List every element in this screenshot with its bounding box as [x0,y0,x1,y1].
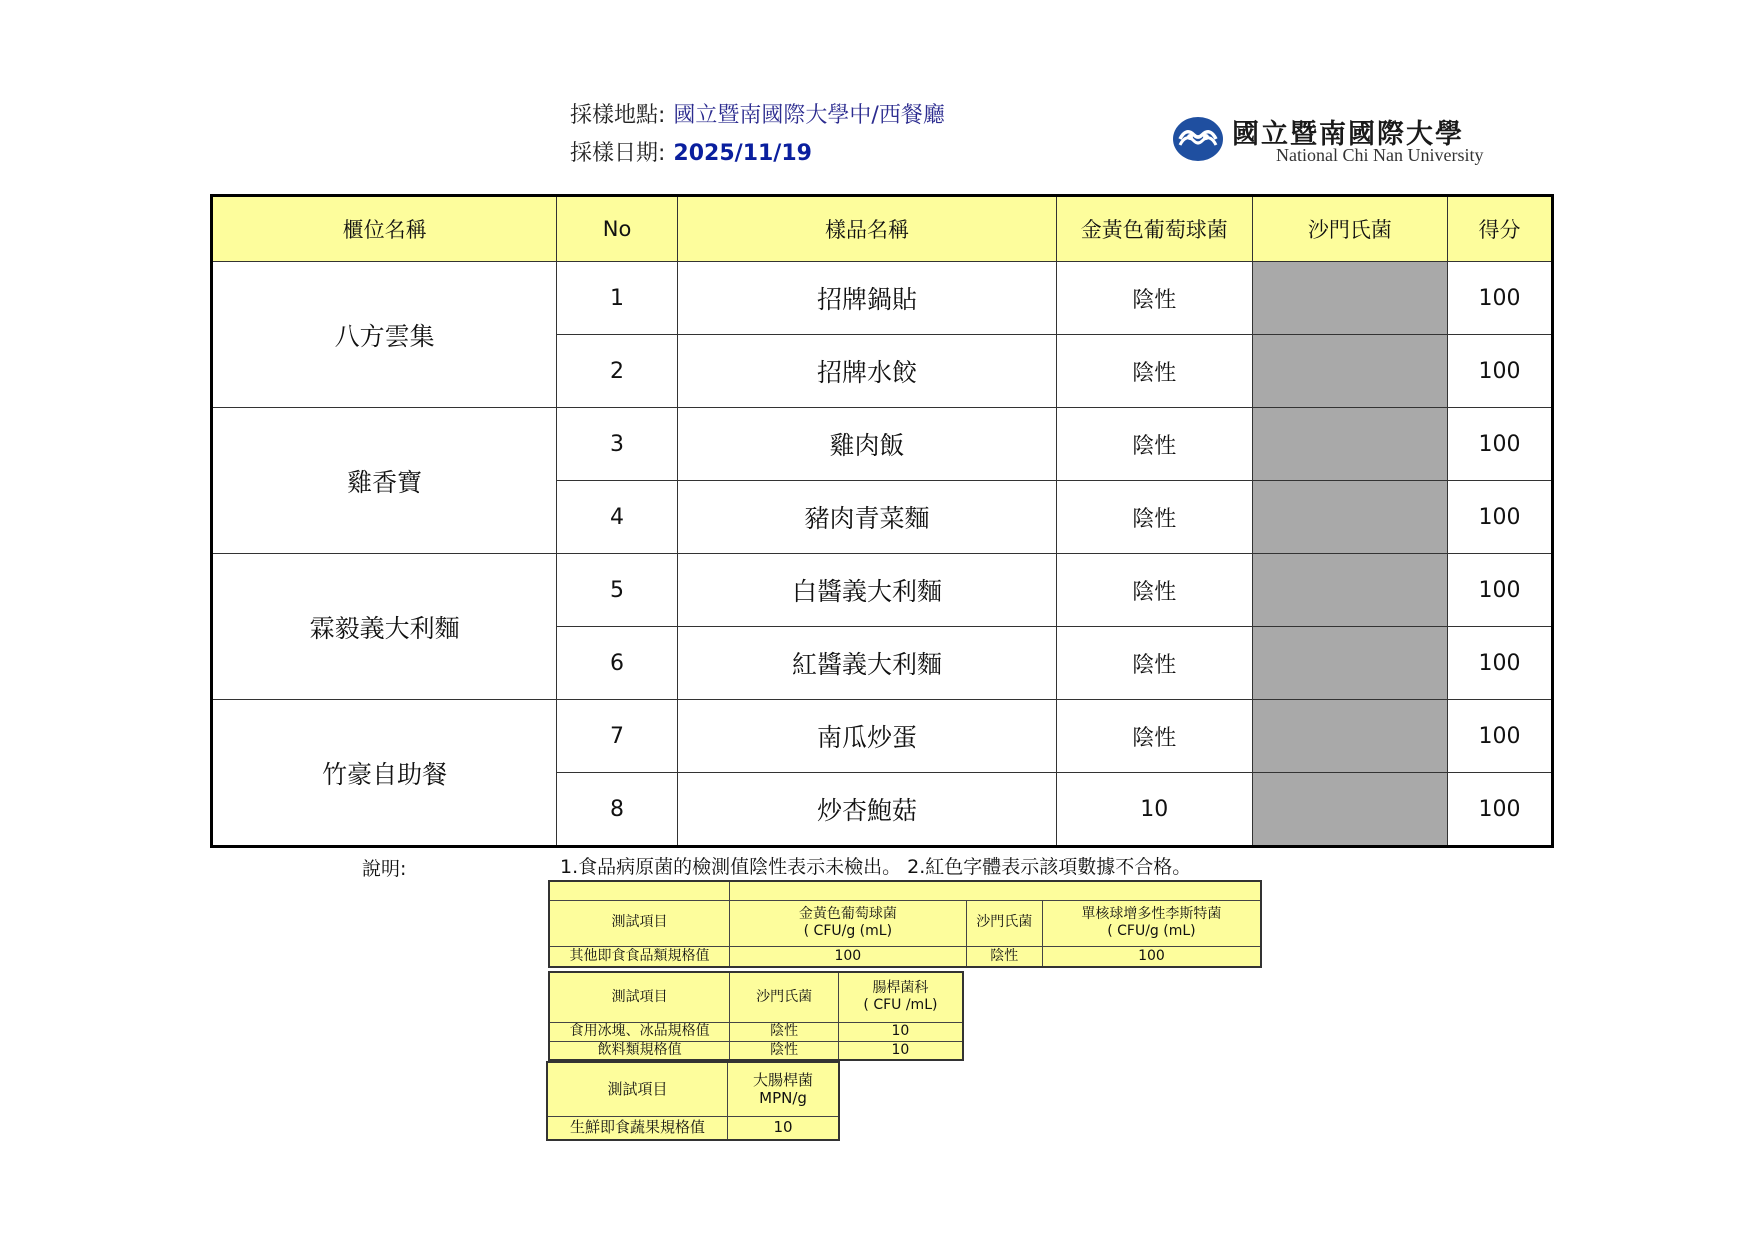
spec-value: 陰性 [966,946,1042,967]
spec-item-label: 測試項目 [547,1062,728,1116]
score: 100 [1448,481,1553,554]
spec-value-row [547,1116,839,1140]
spec-value-row [549,946,1261,967]
sample-name: 招牌鍋貼 [677,262,1056,335]
spec-value-row [549,1022,963,1041]
staph-result: 陰性 [1057,627,1253,700]
header-score: 得分 [1448,196,1553,262]
sample-name: 炒杏鮑菇 [677,773,1056,847]
spec-col-salmonella: 沙門氏菌 [730,972,839,1022]
staph-result: 10 [1057,773,1253,847]
spec-col-unit: ( CFU /mL) [863,997,938,1014]
sample-no: 3 [557,408,678,481]
staph-result: 陰性 [1057,335,1253,408]
spec-col-enterobacteriaceae [838,972,963,1022]
university-emblem-icon [1172,115,1224,163]
vendor-name: 霖毅義大利麵 [212,554,557,700]
sample-name: 招牌水餃 [677,335,1056,408]
spec-table-ice-beverage [548,971,964,1061]
spec-row-label: 其他即食食品類規格值 [549,946,730,967]
salmonella-result [1252,700,1448,773]
spec-value: 陰性 [730,1041,839,1060]
spec-col-name: 單核球增多性李斯特菌 [1081,905,1222,922]
staph-result: 陰性 [1057,554,1253,627]
results-table [210,194,1554,848]
sample-name: 南瓜炒蛋 [677,700,1056,773]
score: 100 [1448,262,1553,335]
spec-col-unit: ( CFU/g (mL) [1107,923,1196,939]
sample-name: 雞肉飯 [677,408,1056,481]
university-logo [1172,112,1512,168]
spec-value: 100 [1042,946,1261,967]
spec-table-fresh-produce [546,1061,840,1141]
spec-blank-cell [730,881,1262,900]
notes-text: 1.食品病原菌的檢測值陰性表示未檢出。 2.紅色字體表示該項數據不合格。 [560,856,1192,878]
spec-header-row [549,900,1261,946]
results-header-row [212,196,1553,262]
sample-no: 8 [557,773,678,847]
sampling-date [570,136,812,167]
salmonella-result [1252,554,1448,627]
vendor-name: 雞香寶 [212,408,557,554]
salmonella-result [1252,408,1448,481]
spec-col-name: 大腸桿菌 [753,1070,814,1089]
score: 100 [1448,700,1553,773]
spec-value-row [549,1041,963,1060]
sampling-location-value: 國立暨南國際大學中/西餐廳 [673,103,945,128]
spec-blank-row [549,881,1261,900]
logo-english-name: National Chi Nan University [1276,145,1484,165]
sampling-location [570,98,945,129]
spec-col-staph [730,900,967,946]
staph-result: 陰性 [1057,481,1253,554]
spec-col-name: 金黃色葡萄球菌 [798,905,897,922]
staph-result: 陰性 [1057,408,1253,481]
spec-blank-cell [549,881,730,900]
staph-result: 陰性 [1057,700,1253,773]
staph-result: 陰性 [1057,262,1253,335]
notes-label: 說明: [362,858,407,880]
table-row [212,700,1553,773]
salmonella-result [1252,481,1448,554]
score: 100 [1448,627,1553,700]
spec-col-unit: MPN/g [759,1089,807,1108]
sample-no: 5 [557,554,678,627]
spec-row-label: 食用冰塊、冰品規格值 [549,1022,730,1041]
table-row [212,262,1553,335]
header-no: No [557,196,678,262]
sample-no: 1 [557,262,678,335]
header-staph: 金黃色葡萄球菌 [1057,196,1253,262]
spec-header-row [549,972,963,1022]
sample-name: 豬肉青菜麵 [677,481,1056,554]
spec-col-salmonella: 沙門氏菌 [966,900,1042,946]
salmonella-result [1252,262,1448,335]
spec-value: 100 [730,946,967,967]
score: 100 [1448,335,1553,408]
sample-no: 4 [557,481,678,554]
sample-no: 7 [557,700,678,773]
header-salmonella: 沙門氏菌 [1252,196,1448,262]
spec-col-name: 腸桿菌科 [872,979,929,996]
spec-value: 10 [728,1116,839,1140]
score: 100 [1448,408,1553,481]
spec-value: 10 [838,1022,963,1041]
logo-chinese-name: 國立暨南國際大學 [1232,119,1464,150]
spec-item-label: 測試項目 [549,972,730,1022]
score: 100 [1448,554,1553,627]
vendor-name: 八方雲集 [212,262,557,408]
sample-no: 6 [557,627,678,700]
sample-no: 2 [557,335,678,408]
salmonella-result [1252,335,1448,408]
sampling-date-label: 採樣日期: [570,141,666,166]
table-row [212,408,1553,481]
spec-row-label: 飲料類規格值 [549,1041,730,1060]
spec-header-row [547,1062,839,1116]
salmonella-result [1252,773,1448,847]
spec-col-ecoli [728,1062,839,1116]
header-vendor: 櫃位名稱 [212,196,557,262]
salmonella-result [1252,627,1448,700]
spec-value: 陰性 [730,1022,839,1041]
spec-col-listeria [1042,900,1261,946]
spec-row-label: 生鮮即食蔬果規格值 [547,1116,728,1140]
spec-value: 10 [838,1041,963,1060]
vendor-name: 竹豪自助餐 [212,700,557,847]
spec-item-label: 測試項目 [549,900,730,946]
table-row [212,554,1553,627]
sampling-date-value: 2025/11/19 [673,141,812,166]
sampling-location-label: 採樣地點: [570,103,666,128]
spec-table-ready-to-eat [548,880,1262,968]
sample-name: 紅醬義大利麵 [677,627,1056,700]
spec-col-unit: ( CFU/g (mL) [803,923,893,939]
sample-name: 白醬義大利麵 [677,554,1056,627]
header-sample: 樣品名稱 [677,196,1056,262]
score: 100 [1448,773,1553,847]
